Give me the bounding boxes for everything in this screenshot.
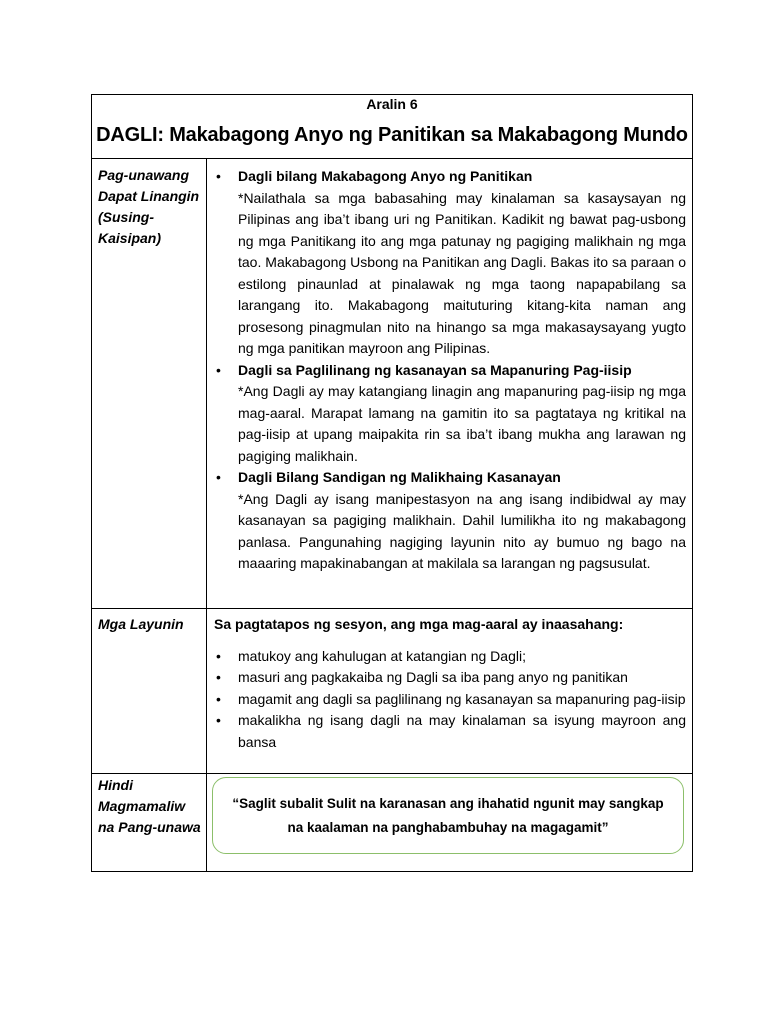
row-divider-2 bbox=[92, 773, 692, 774]
table-header bbox=[92, 95, 692, 159]
lesson-table bbox=[91, 94, 693, 872]
quote-box bbox=[212, 777, 684, 854]
list-item: • matukoy ang kahulugan at katangian ng Dagli; bbox=[214, 646, 686, 668]
enduring-quote: “Saglit subalit Sulit na karanasan ang ihahatid ngunit may sangkap na kaalaman na panghabambuhay na magagamit” bbox=[232, 795, 664, 835]
understanding-heading-2: • Dagli sa Paglilinang ng kasanayan sa Mapanuring Pag-iisip bbox=[214, 360, 686, 382]
enduring-label: Hindi Magmamaliw na Pang-unawa bbox=[98, 777, 201, 835]
understanding-heading-1: • Dagli bilang Makabagong Anyo ng Panitikan bbox=[214, 166, 686, 188]
row-divider-1 bbox=[92, 608, 692, 609]
understanding-heading-3: • Dagli Bilang Sandigan ng Malikhaing Kasanayan bbox=[214, 467, 686, 489]
understanding-content bbox=[214, 166, 686, 575]
objectives-intro: Sa pagtatapos ng sesyon, ang mga mag-aaral ay inaasahang: bbox=[214, 616, 624, 632]
understanding-text-2: *Ang Dagli ay may katangiang linagin ang mapanuring pag-iisip ng mga mag-aaral. Marapat lamang na gamitin ito sa pagtataya ng kritikal na pag-iisip at upang maipakita rin sa iba’t ibang mukha ang larawan ng pagiging malikhain. bbox=[238, 383, 686, 464]
page-title: DAGLI: Makabagong Anyo ng Panitikan sa Makabagong Mundo bbox=[96, 124, 688, 146]
lesson-label: Aralin 6 bbox=[366, 96, 418, 112]
understanding-label: Pag-unawang Dapat Linangin (Susing-Kaisipan) bbox=[98, 167, 200, 246]
list-item: • makalikha ng isang dagli na may kinalaman sa isyung mayroon ang bansa bbox=[214, 710, 686, 753]
list-item: • magamit ang dagli sa paglilinang ng kasanayan sa mapanuring pag-iisip bbox=[214, 689, 686, 711]
objectives-list bbox=[214, 646, 686, 754]
objectives-label: Mga Layunin bbox=[98, 616, 184, 632]
objectives-content bbox=[214, 614, 686, 753]
list-item: • masuri ang pagkakaiba ng Dagli sa iba pang anyo ng panitikan bbox=[214, 667, 686, 689]
understanding-text-3: *Ang Dagli ay isang manipestasyon na ang isang indibidwal ay may kasanayan sa pagiging malikhain. Dahil lumilikha ito ng makabagong panlasa. Pangunahing nagiging layunin nito ay bumuo ng bago na maaaring mapakinabangan at makilala sa larangan ng pagsusulat. bbox=[238, 490, 686, 571]
column-divider bbox=[206, 158, 207, 872]
understanding-text-1: *Nailathala sa mga babasahing may kinalaman sa kasaysayan ng Pilipinas ang iba’t ibang uri ng Panitikan. Kadikit ng bawat pag-usbong ng mga Panitikang ito ang mga patunay ng pagiging malikhain ng mga tao. Makabagong Usbong na Panitikan ang Dagli. Bakas ito sa paraan o estilong pinaunlad at pinalawak ng mga taong napapabilang sa larangang ito. Makabagong maituturing kitang-kita naman ang prosesong pinagmulan nito na hinango sa mga makasaysayang yugto ng mga panitikan mayroon ang Pilipinas. bbox=[238, 189, 686, 356]
